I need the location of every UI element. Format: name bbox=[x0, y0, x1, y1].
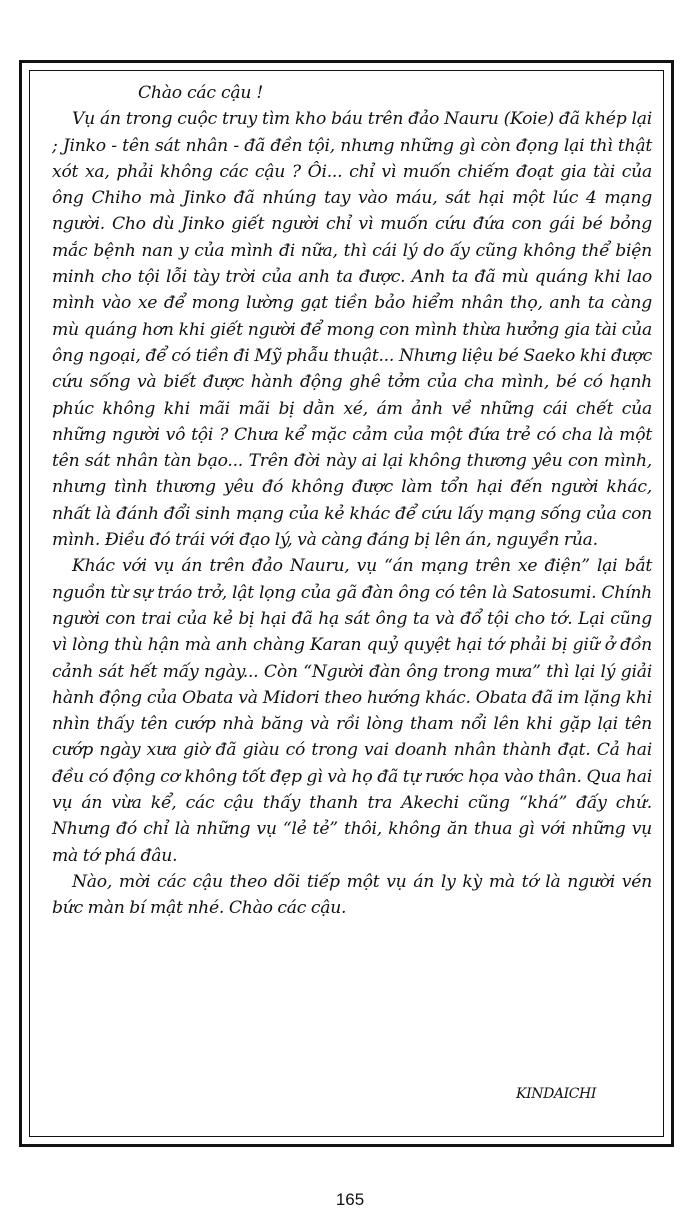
greeting: Chào các cậu ! bbox=[138, 83, 264, 103]
paragraph-1: Vụ án trong cuộc truy tìm kho báu trên đảo Nauru (Koie) đã khép lại ; Jinko - tên sát nhân - đã đền tội, nhưng những gì còn đọng lại thì thật xót xa, phải không các cậu ? Ôi... chỉ vì muốn chiếm đoạt gia tài của ông Chiho mà Jinko đã nhúng tay vào máu, sát hại một lúc 4 mạng người. Cho dù Jinko giết người chỉ vì muốn cứu đứa con gái bé bỏng mắc bệnh nan y của mình đi nữa, thì cái lý do ấy cũng không thể biện minh cho tội lỗi tày trời của anh ta được. Anh ta đã mù quáng khi lao mình vào xe để mong lường gạt tiền bảo hiểm nhân thọ, anh ta càng mù quáng hơn khi giết người để mong con mình thừa hưởng gia tài của ông ngoại, để có tiền đi Mỹ phẫu thuật... Nhưng liệu bé Saeko khi được cứu sống và biết được hành động ghê tởm của cha mình, bé có hạnh phúc không khi mãi mãi bị dằn xé, ám ảnh về những cái chết của những người vô tội ? Chưa kể mặc cảm của một đứa trẻ có cha là một tên sát nhân tàn bạo... Trên đời này ai lại không thương yêu con mình, nhưng tình thương yêu đó không được làm tổn hại đến người khác, nhất là đánh đổi sinh mạng của kẻ khác để cứu lấy mạng sống của con mình. Điều đó trái với đạo lý, và càng đáng bị lên án, nguyền rủa. bbox=[52, 109, 652, 551]
signature: KINDAICHI bbox=[516, 1086, 596, 1102]
page-number: 165 bbox=[335, 1190, 365, 1209]
paragraph-3: Nào, mời các cậu theo dõi tiếp một vụ án ly kỳ mà tớ là người vén bức màn bí mật nhé. Chào các cậu. bbox=[52, 871, 652, 919]
paragraph-2: Khác với vụ án trên đảo Nauru, vụ “án mạng trên xe điện” lại bắt nguồn từ sự tráo trở, lật lọng của gã đàn ông có tên là Satosumi. Chính người con trai của kẻ bị hại đã hạ sát ông ta và đổ tội cho tớ. Lại cũng vì lòng thù hận mà anh chàng Karan quỷ quyệt hại tớ phải bị giữ ở đồn cảnh sát hết mấy ngày... Còn “Người đàn ông trong mưa” thì lại lý giải hành động của Obata và Midori theo hướng khác. Obata đã im lặng khi nhìn thấy tên cướp nhà băng và rồi lòng tham nổi lên khi gặp lại tên cướp ngày xưa giờ đã giàu có trong vai doanh nhân thành đạt. Cả hai đều có động cơ không tốt đẹp gì và họ đã tự rước họa vào thân. Qua hai vụ án vừa kể, các cậu thấy thanh tra Akechi cũng “khá” đấy chứ. Nhưng đó chỉ là những vụ “lẻ tẻ” thôi, không ăn thua gì với những vụ mà tớ phá đâu. bbox=[52, 556, 652, 866]
letter-body bbox=[52, 80, 652, 922]
